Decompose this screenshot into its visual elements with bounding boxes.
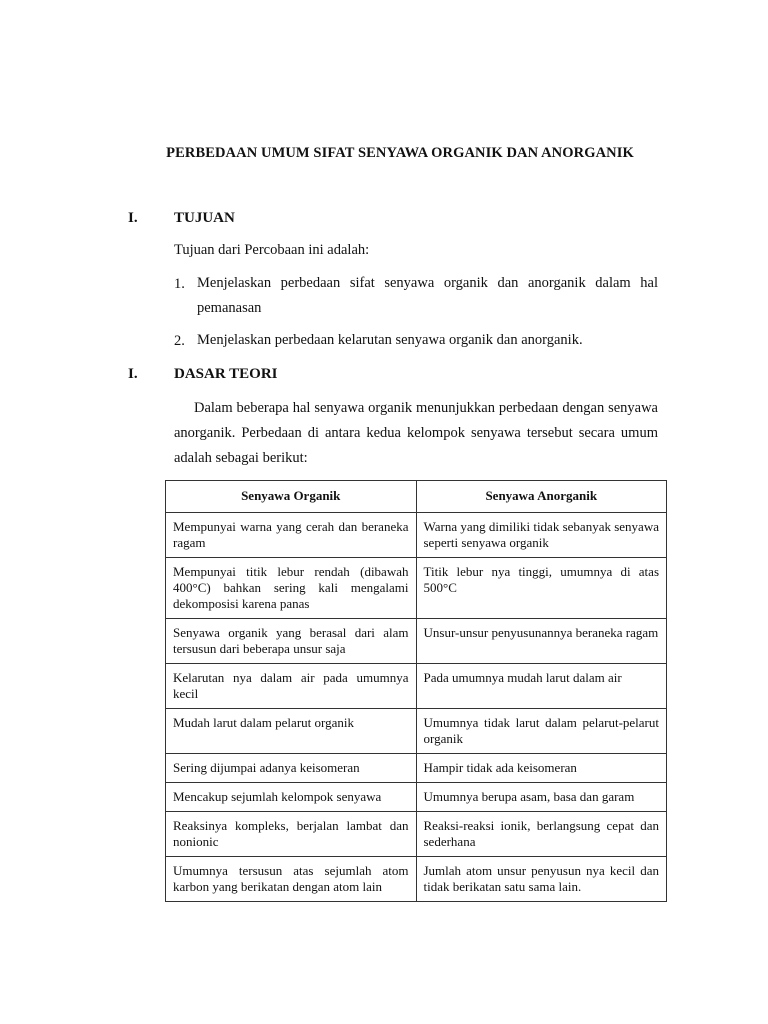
table-row [166, 558, 667, 619]
header-organik: Senyawa Organik [166, 481, 417, 513]
page-title: PERBEDAAN UMUM SIFAT SENYAWA ORGANIK DAN ANORGANIK [166, 145, 634, 161]
list-number-2: 2. [174, 333, 185, 349]
cell-organik: Mempunyai warna yang cerah dan beraneka ragam [166, 513, 417, 558]
cell-organik: Senyawa organik yang berasal dari alam tersusun dari beberapa unsur saja [166, 619, 417, 664]
table-row [166, 513, 667, 558]
header-anorganik: Senyawa Anorganik [416, 481, 667, 513]
table-row [166, 812, 667, 857]
cell-organik: Mudah larut dalam pelarut organik [166, 709, 417, 754]
table-row [166, 619, 667, 664]
table-header-row [166, 481, 667, 513]
cell-organik: Mempunyai titik lebur rendah (dibawah 400°C) bahkan sering kali mengalami dekomposisi karena panas [166, 558, 417, 619]
cell-organik: Sering dijumpai adanya keisomeran [166, 754, 417, 783]
table-row [166, 664, 667, 709]
dasar-teori-paragraph: Dalam beberapa hal senyawa organik menunjukkan perbedaan dengan senyawa anorganik. Perbedaan di antara kedua kelompok senyawa tersebut secara umum adalah sebagai berikut: [174, 400, 658, 466]
cell-organik: Mencakup sejumlah kelompok senyawa [166, 783, 417, 812]
table-row [166, 754, 667, 783]
cell-anorganik: Umumnya berupa asam, basa dan garam [416, 783, 667, 812]
section-heading-tujuan: TUJUAN [174, 210, 235, 226]
table-row [166, 857, 667, 902]
cell-anorganik: Pada umumnya mudah larut dalam air [416, 664, 667, 709]
cell-anorganik: Reaksi-reaksi ionik, berlangsung cepat dan sederhana [416, 812, 667, 857]
cell-anorganik: Hampir tidak ada keisomeran [416, 754, 667, 783]
table-row [166, 709, 667, 754]
table-row [166, 783, 667, 812]
list-item-2: Menjelaskan perbedaan kelarutan senyawa organik dan anorganik. [197, 332, 583, 348]
tujuan-intro: Tujuan dari Percobaan ini adalah: [174, 242, 370, 258]
cell-organik: Reaksinya kompleks, berjalan lambat dan nonionic [166, 812, 417, 857]
cell-anorganik: Titik lebur nya tinggi, umumnya di atas 500°C [416, 558, 667, 619]
cell-anorganik: Jumlah atom unsur penyusun nya kecil dan tidak berikatan satu sama lain. [416, 857, 667, 902]
comparison-table [165, 480, 667, 902]
list-number-1: 1. [174, 276, 185, 292]
cell-organik: Umumnya tersusun atas sejumlah atom karbon yang berikatan dengan atom lain [166, 857, 417, 902]
list-item-1: Menjelaskan perbedaan sifat senyawa organik dan anorganik dalam hal pemanasan [197, 275, 658, 316]
cell-organik: Kelarutan nya dalam air pada umumnya kecil [166, 664, 417, 709]
cell-anorganik: Unsur-unsur penyusunannya beraneka ragam [416, 619, 667, 664]
section-heading-dasar-teori: DASAR TEORI [174, 366, 278, 382]
section-number-tujuan: I. [128, 210, 138, 226]
section-number-dasar-teori: I. [128, 366, 138, 382]
cell-anorganik: Umumnya tidak larut dalam pelarut-pelarut organik [416, 709, 667, 754]
cell-anorganik: Warna yang dimiliki tidak sebanyak senyawa seperti senyawa organik [416, 513, 667, 558]
